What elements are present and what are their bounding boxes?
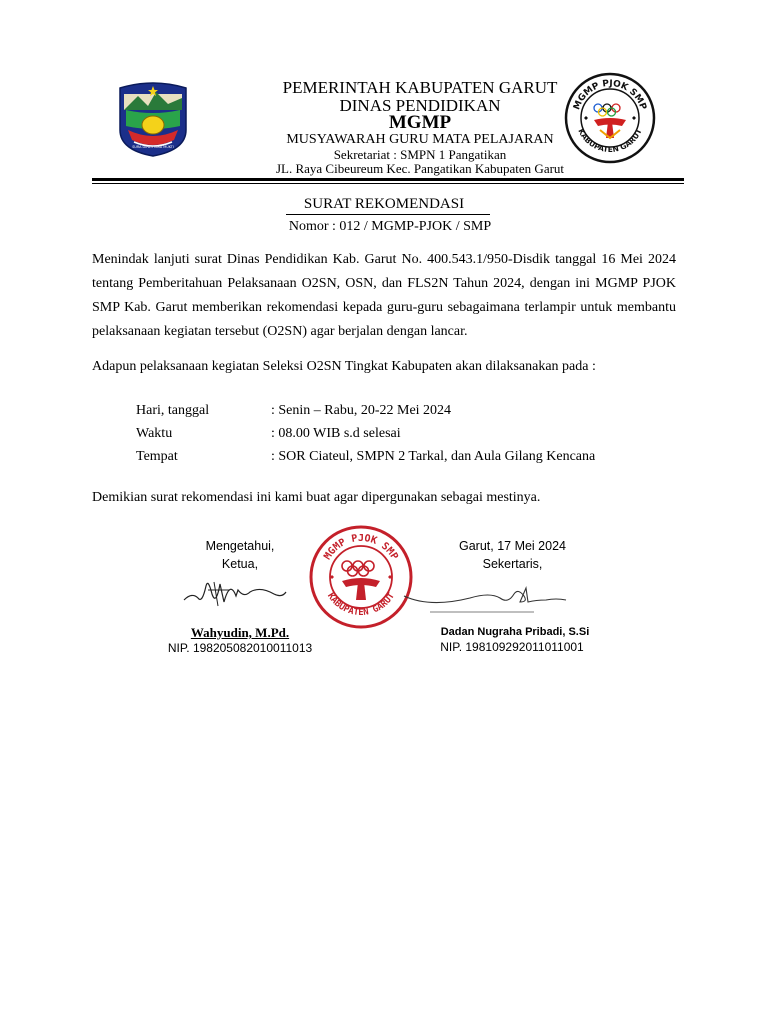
letter-title: SURAT REKOMENDASI [303, 196, 465, 212]
left-signature [178, 572, 288, 612]
logo-top-text: MGMP PJOK SMP [572, 78, 648, 112]
logo-bottom-text: KABUPATEN GARUT [576, 127, 644, 155]
detail-value-place: : SOR Ciateul, SMPN 2 Tarkal, dan Aula Gilang Kencana [271, 449, 596, 464]
letter-number: Nomor : 012 / MGMP-PJOK / SMP [288, 219, 492, 234]
header-secretariat: Sekretariat : SMPN 1 Pangatikan [333, 147, 507, 162]
detail-label-time: Waktu [136, 426, 173, 441]
svg-text:MGMP PJOK SMP [322, 533, 400, 562]
header-address: JL. Raya Cibeureum Kec. Pangatikan Kabupaten Garut [275, 161, 565, 176]
mgmp-stamp [308, 524, 414, 630]
header-government: PEMERINTAH KABUPATEN GARUT [282, 78, 558, 97]
header-department: DINAS PENDIDIKAN [339, 96, 501, 115]
header-subtitle: MUSYAWARAH GURU MATA PELAJARAN [286, 132, 554, 147]
left-signer-nip: NIP. 198205082010011013 [167, 641, 313, 655]
right-signer-nip: NIP. 198109292011011001 [440, 640, 584, 654]
header-divider-thin [92, 183, 684, 184]
detail-value-time: : 08.00 WIB s.d selesai [271, 426, 401, 441]
left-signer-name: Wahyudin, M.Pd. [190, 625, 290, 640]
stamp-top-text: MGMP PJOK SMP [322, 533, 400, 562]
body-paragraph-2: Adapun pelaksanaan kegiatan Seleksi O2SN Tingkat Kabupaten akan dilaksanakan pada : [92, 359, 596, 374]
emblem-motto: SURA DIPATI NIRA MUKTI [132, 145, 174, 149]
detail-label-place: Tempat [136, 449, 178, 464]
header-divider-thick [92, 178, 684, 181]
right-signer-role: Sekertaris, [482, 557, 543, 571]
right-signer-name: Dadan Nugraha Pribadi, S.Si [440, 626, 590, 638]
left-signer-role: Ketua, [221, 557, 259, 571]
stamp-bottom-text: KABUPATEN GARUT [325, 591, 397, 618]
right-signature [400, 578, 570, 614]
detail-value-date: : Senin – Rabu, 20-22 Mei 2024 [271, 403, 452, 418]
right-signer-place-date: Garut, 17 Mei 2024 [458, 539, 566, 553]
detail-label-date: Hari, tanggal [136, 403, 210, 418]
title-underline [286, 214, 490, 215]
closing-paragraph: Demikian surat rekomendasi ini kami buat agar dipergunakan sebagai mestinya. [92, 490, 541, 505]
left-signer-greeting: Mengetahui, [205, 539, 275, 553]
header-mgmp: MGMP [388, 112, 452, 133]
body-paragraph-1: Menindak lanjuti surat Dinas Pendidikan Kab. Garut No. 400.543.1/950-Disdik tanggal 16 Mei 2024 tentang Pemberitahuan Pelaksanaan O2SN, OSN, dan FLS2N Tahun 2024, dengan ini MGMP PJOK SMP Kab. Garut memberikan rekomendasi kepada guru-guru sebagaimana terlampir untuk membantu pelaksanaan kegiatan tersebut (O2SN) agar berjalan dengan lancar. [92, 252, 676, 339]
